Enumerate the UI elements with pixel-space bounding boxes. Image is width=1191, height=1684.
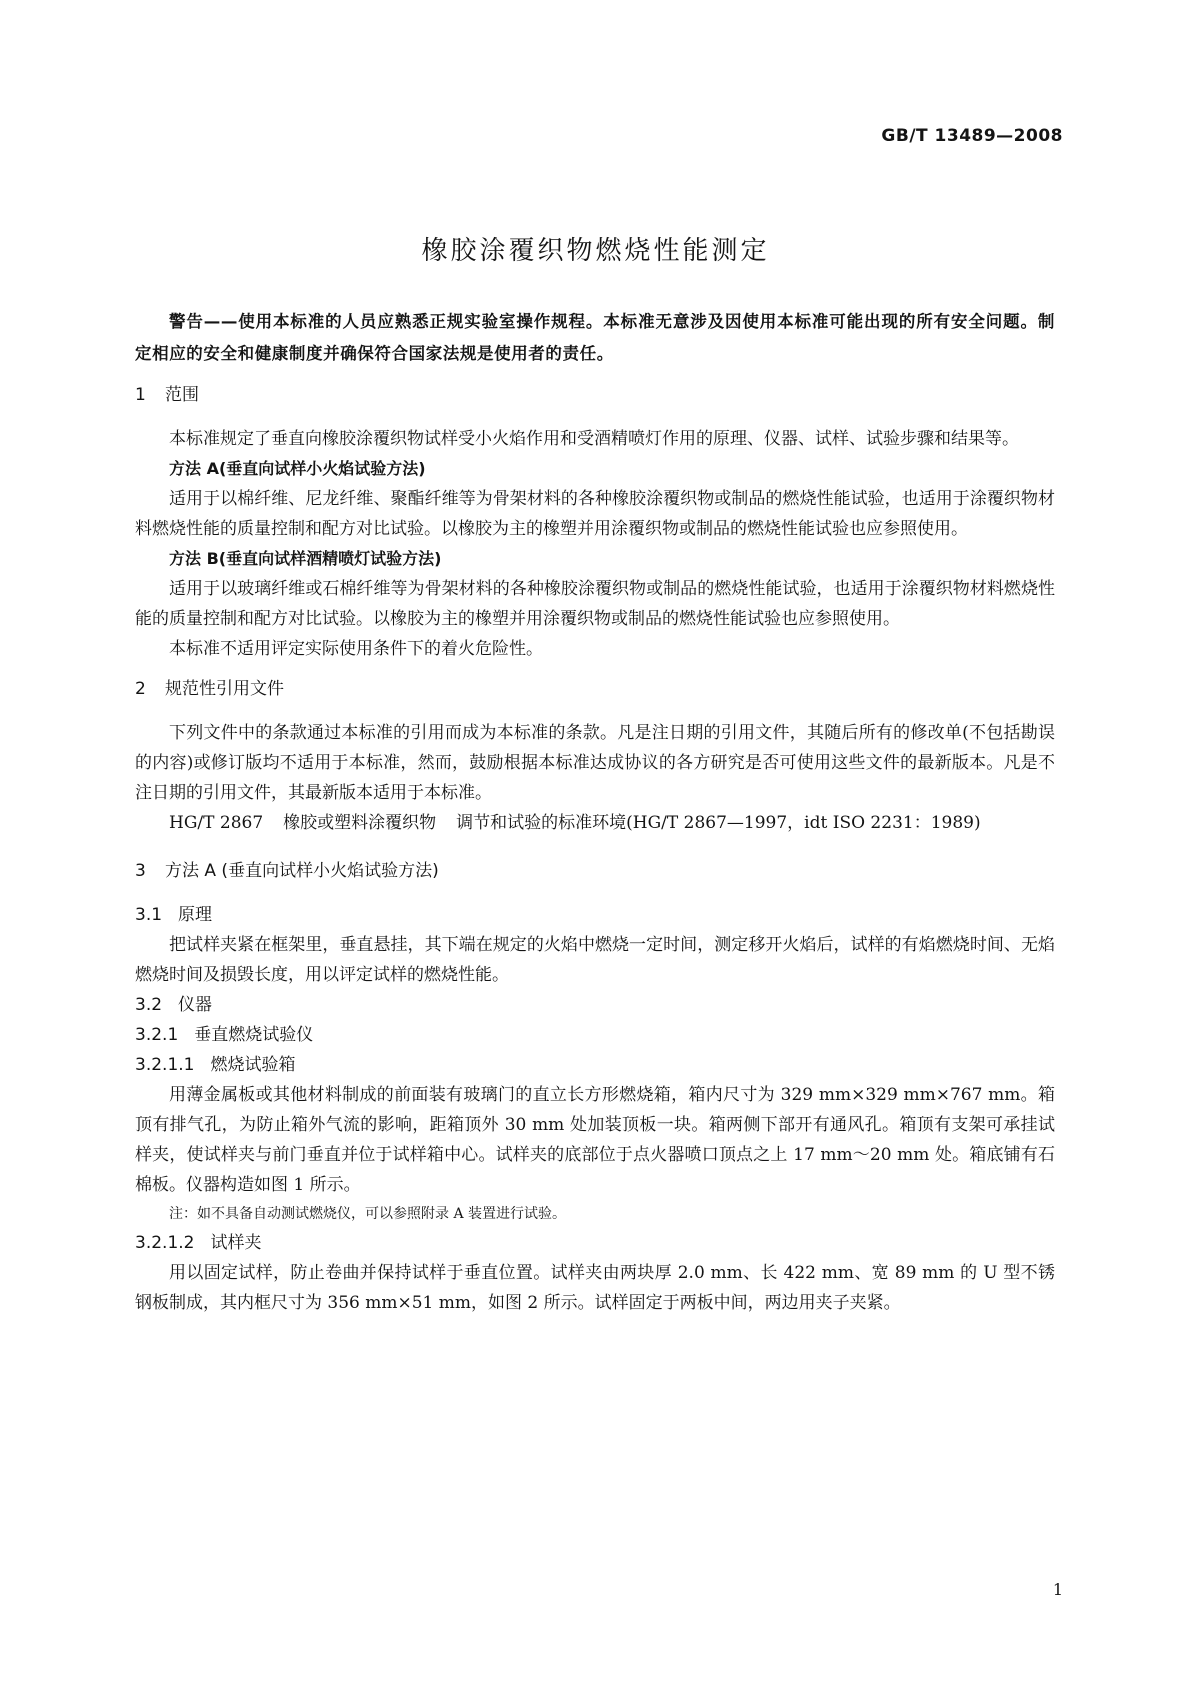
subsection-3-2-1-heading: [135, 1020, 1055, 1050]
document-title: 橡胶涂覆织物燃烧性能测定: [421, 236, 770, 266]
scope-exclusion-paragraph: 本标准不适用评定实际使用条件下的着火危险性。: [169, 639, 543, 659]
subsection-title: 燃烧试验箱: [210, 1055, 296, 1075]
subsection-title: 原理: [178, 905, 213, 925]
specimen-holder-paragraph: 用以固定试样，防止卷曲并保持试样于垂直位置。试样夹由两块厚 2.0 mm、长 422 mm、宽 89 mm 的 U 型不锈钢板制成，其内框尺寸为 356 mm×51 mm，如图 2 所示。试样固定于两板中间，两边用夹子夹紧。: [135, 1263, 1055, 1313]
note-text: 注：如不具备自动测试燃烧仪，可以参照附录 A 装置进行试验。: [169, 1206, 567, 1222]
reference-entry: [135, 808, 1055, 838]
section-number: 1: [135, 385, 146, 405]
page-number: 1: [1052, 1580, 1063, 1599]
section-2-heading: [135, 674, 1055, 704]
document-body: [135, 306, 1055, 1318]
section-number: 2: [135, 679, 146, 699]
subsection-number: 3.2.1.2: [135, 1233, 195, 1253]
reference-title-part-1: 橡胶或塑料涂覆织物: [283, 813, 437, 833]
subsection-title: 垂直燃烧试验仪: [194, 1025, 314, 1045]
subsection-number: 3.2: [135, 995, 163, 1015]
subsection-number: 3.2.1: [135, 1025, 179, 1045]
section-3-heading: [135, 856, 1055, 886]
method-b-paragraph: 适用于以玻璃纤维或石棉纤维等为骨架材料的各种橡胶涂覆织物或制品的燃烧性能试验，也适用于涂覆织物材料燃烧性能的质量控制和配方对比试验。以橡胶为主的橡塑并用涂覆织物或制品的燃烧性能试验也应参照使用。: [135, 579, 1055, 629]
subsection-number: 3.2.1.1: [135, 1055, 195, 1075]
subsection-title: 试样夹: [210, 1233, 262, 1253]
combustion-chamber-paragraph: 用薄金属板或其他材料制成的前面装有玻璃门的直立长方形燃烧箱，箱内尺寸为 329 mm×329 mm×767 mm。箱顶有排气孔，为防止箱外气流的影响，距箱顶外 30 mm 处加装顶板一块。箱两侧下部开有通风孔。箱顶有支架可承挂试样夹，使试样夹与前门垂直并位于试样箱中心。试样夹的底部位于点火器喷口顶点之上 17 mm～20 mm 处。箱底铺有石棉板。仪器构造如图 1 所示。: [135, 1085, 1055, 1195]
section-number: 3: [135, 861, 146, 881]
subsection-number: 3.1: [135, 905, 163, 925]
method-a-paragraph: 适用于以棉纤维、尼龙纤维、聚酯纤维等为骨架材料的各种橡胶涂覆织物或制品的燃烧性能试验，也适用于涂覆织物材料燃烧性能的质量控制和配方对比试验。以橡胶为主的橡塑并用涂覆织物或制品的燃烧性能试验也应参照使用。: [135, 489, 1055, 539]
warning-paragraph: 警告——使用本标准的人员应熟悉正规实验室操作规程。本标准无意涉及因使用本标准可能出现的所有安全问题。制定相应的安全和健康制度并确保符合国家法规是使用者的责任。: [135, 312, 1055, 363]
reference-title-part-2: 调节和试验的标准环境(HG/T 2867—1997，idt ISO 2231：1989): [456, 813, 981, 833]
subsection-3-2-heading: [135, 990, 1055, 1020]
method-a-subheading: 方法 A(垂直向试样小火焰试验方法): [169, 459, 426, 478]
section-title: 方法 A (垂直向试样小火焰试验方法): [165, 861, 439, 881]
principle-paragraph: 把试样夹紧在框架里，垂直悬挂，其下端在规定的火焰中燃烧一定时间，测定移开火焰后，试样的有焰燃烧时间、无焰燃烧时间及损毁长度，用以评定试样的燃烧性能。: [135, 935, 1055, 985]
method-b-subheading: 方法 B(垂直向试样酒精喷灯试验方法): [169, 549, 442, 568]
subsection-3-1-heading: [135, 900, 1055, 930]
scope-intro-paragraph: 本标准规定了垂直向橡胶涂覆织物试样受小火焰作用和受酒精喷灯作用的原理、仪器、试样、试验步骤和结果等。: [169, 429, 1019, 449]
section-title: 规范性引用文件: [165, 679, 284, 699]
subsection-title: 仪器: [178, 995, 213, 1015]
reference-code: HG/T 2867: [169, 813, 264, 833]
standard-code: GB/T 13489—2008: [881, 126, 1063, 146]
normative-references-paragraph: 下列文件中的条款通过本标准的引用而成为本标准的条款。凡是注日期的引用文件，其随后所有的修改单(不包括勘误的内容)或修订版均不适用于本标准，然而，鼓励根据本标准达成协议的各方研究是否可使用这些文件的最新版本。凡是不注日期的引用文件，其最新版本适用于本标准。: [135, 723, 1055, 803]
subsection-3-2-1-1-heading: [135, 1050, 1055, 1080]
section-1-heading: [135, 380, 1055, 410]
section-title: 范围: [165, 385, 199, 405]
subsection-3-2-1-2-heading: [135, 1228, 1055, 1258]
